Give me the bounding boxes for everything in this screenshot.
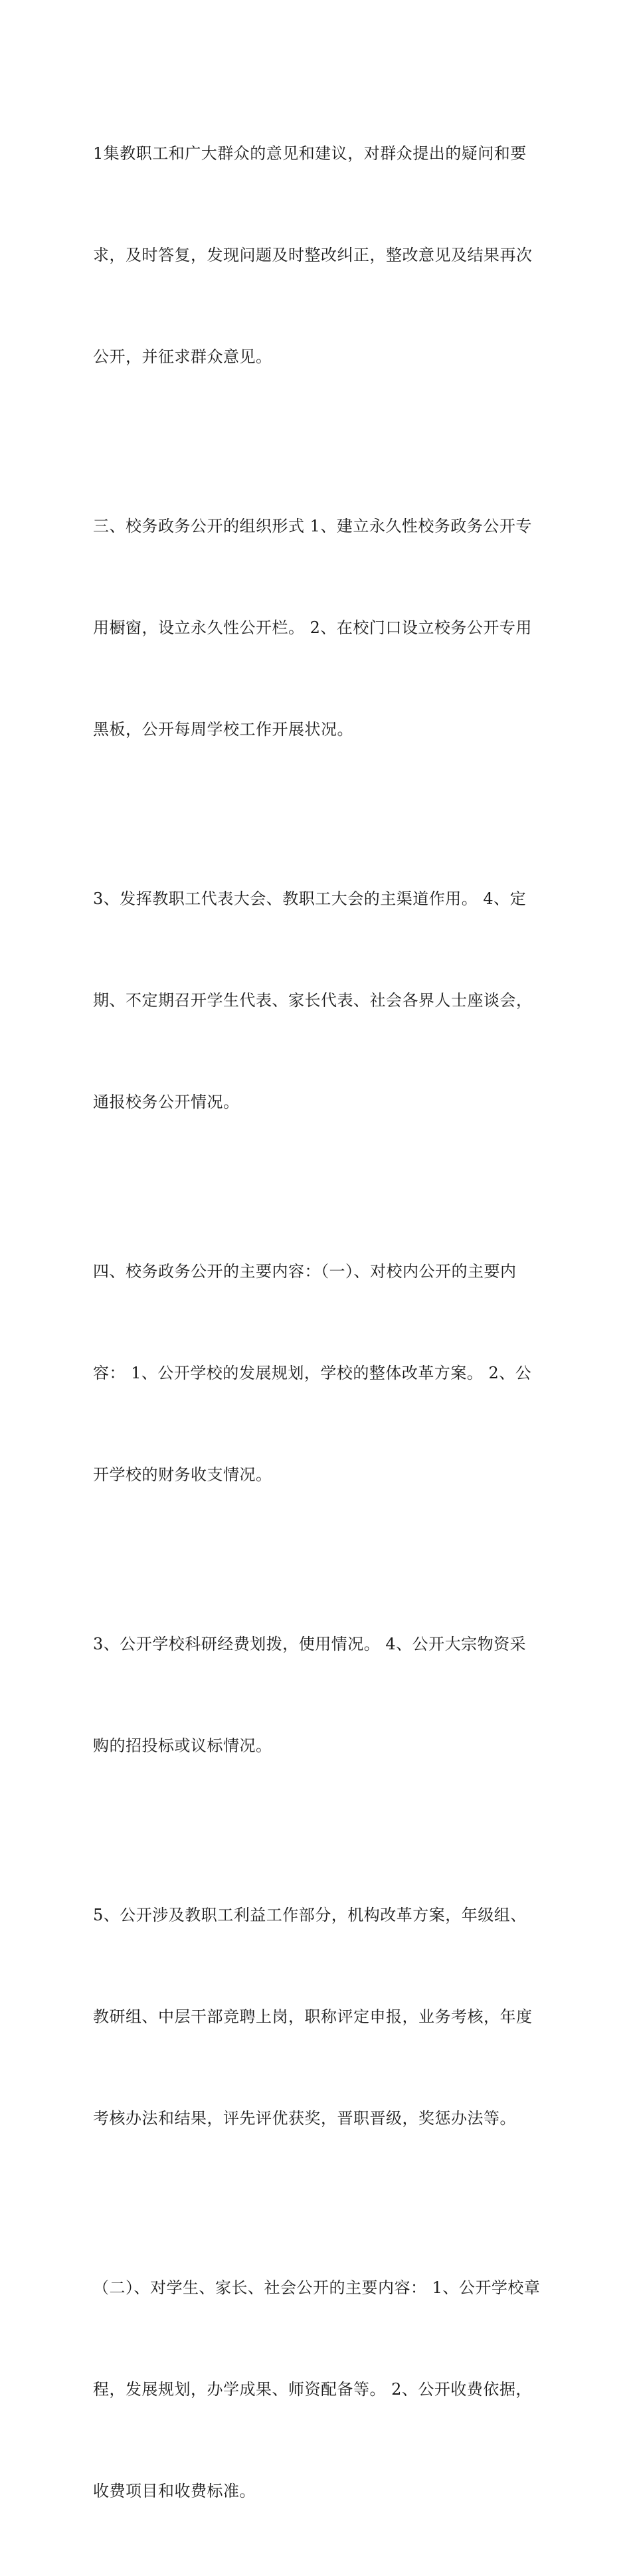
text-line: 收费项目和收费标准。 (93, 2482, 256, 2500)
paragraph-public-disclosure (93, 2203, 545, 2576)
text-line: 教研组、中层干部竞聘上岗，职称评定申报，业务考核，年度 (93, 2007, 533, 2026)
text-line: 通报校务公开情况。 (93, 1093, 240, 1111)
text-line: 1集教职工和广大群众的意见和建议，对群众提出的疑问和要 (93, 144, 527, 163)
text-line: 黑板，公开每周学校工作开展状况。 (93, 720, 353, 739)
paragraph-main-contents (93, 1187, 545, 1560)
text-line: （二）、对学生、家长、社会公开的主要内容： 1、公开学校章 (93, 2278, 541, 2297)
text-line: 用橱窗，设立永久性公开栏。 2、在校门口设立校务公开专用 (93, 618, 532, 637)
text-line: 3、发挥教职工代表大会、教职工大会的主渠道作用。 4、定 (93, 889, 527, 908)
text-line: 三、校务政务公开的组织形式 1、建立永久性校务政务公开专 (93, 517, 532, 535)
text-line: 公开，并征求群众意见。 (93, 347, 272, 366)
text-line: 程，发展规划，办学成果、师资配备等。 2、公开收费依据， (93, 2380, 532, 2399)
text-line: 3、公开学校科研经费划拨，使用情况。 4、公开大宗物资采 (93, 1635, 527, 1653)
text-line: 四、校务政务公开的主要内容：（一）、对校内公开的主要内 (93, 1262, 517, 1281)
text-line: 购的招投标或议标情况。 (93, 1736, 272, 1755)
text-line: 开学校的财务收支情况。 (93, 1465, 272, 1484)
text-line: 期、不定期召开学生代表、家长代表、社会各界人士座谈会， (93, 991, 533, 1010)
text-line: 5、公开涉及教职工利益工作部分，机构改革方案，年级组、 (93, 1906, 527, 1924)
text-line: 求，及时答复，发现问题及时整改纠正，整改意见及结果再次 (93, 246, 533, 264)
paragraph-feedback (93, 69, 545, 442)
text-line: 容： 1、公开学校的发展规划，学校的整体改革方案。 2、公 (93, 1364, 532, 1382)
paragraph-staff-interests (93, 1831, 545, 2203)
paragraph-organization-forms (93, 442, 545, 814)
paragraph-research-funds (93, 1560, 545, 1831)
document-body (93, 69, 545, 2576)
paragraph-staff-congress (93, 814, 545, 1187)
text-line: 考核办法和结果，评先评优获奖，晋职晋级，奖惩办法等。 (93, 2109, 516, 2128)
